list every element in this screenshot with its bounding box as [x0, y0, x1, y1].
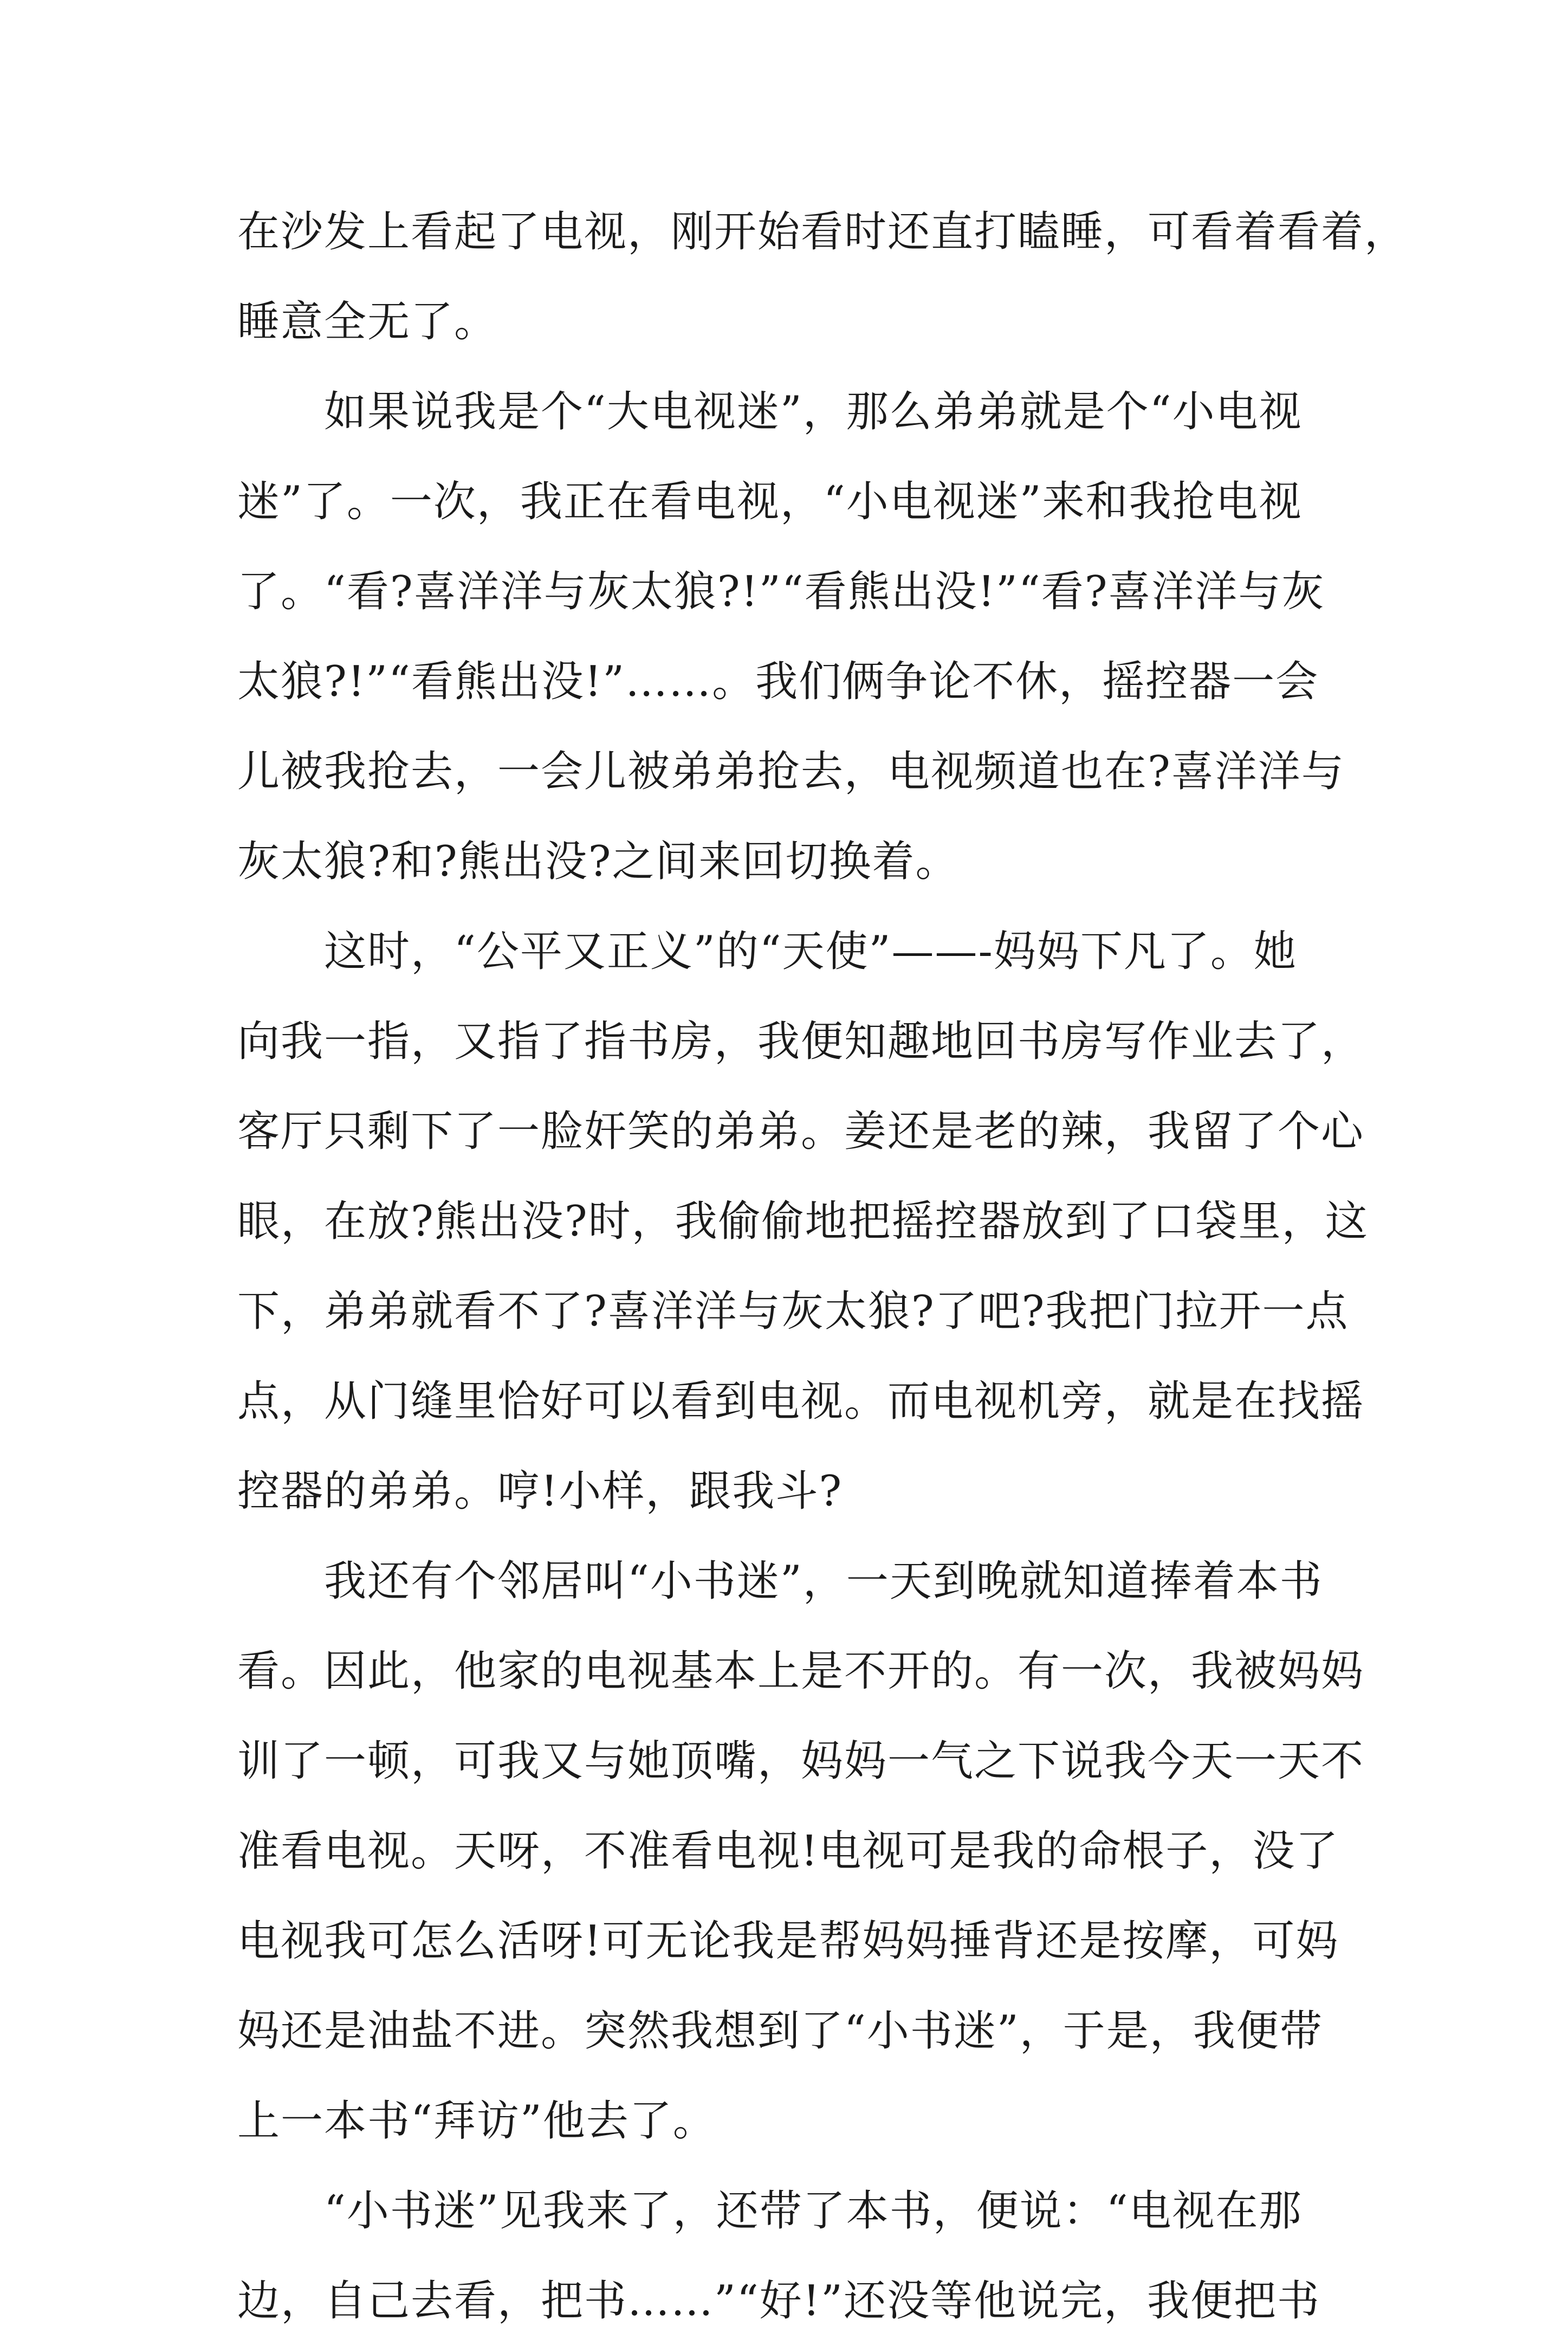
text-line: 向我一指，又指了指书房，我便知趣地回书房写作业去了，: [237, 1017, 1365, 1066]
text-line: 下，弟弟就看不了?喜洋洋与灰太狼?了吧?我把门拉开一点: [237, 1287, 1349, 1336]
text-line: 迷”了。一次，我正在看电视，“小电视迷”来和我抢电视: [237, 477, 1303, 526]
text-line: 儿被我抢去，一会儿被弟弟抢去，电视频道也在?喜洋洋与: [237, 747, 1345, 796]
text-line: 客厅只剩下了一脸奸笑的弟弟。姜还是老的辣，我留了个心: [237, 1107, 1365, 1156]
text-line: 电视我可怎么活呀!可无论我是帮妈妈捶背还是按摩，可妈: [237, 1917, 1339, 1966]
text-line: 在沙发上看起了电视，刚开始看时还直打瞌睡，可看着看着，: [237, 208, 1408, 256]
text-line: 看。因此，他家的电视基本上是不开的。有一次，我被妈妈: [237, 1647, 1365, 1696]
body-text: [237, 187, 1408, 2346]
text-line: 训了一顿，可我又与她顶嘴，妈妈一气之下说我今天一天不: [237, 1737, 1365, 1786]
text-line: 灰太狼?和?熊出没?之间来回切换着。: [237, 837, 959, 886]
text-line: 这时，“公平又正义”的“天使”——-妈妈下凡了。她: [324, 927, 1297, 976]
text-line: 控器的弟弟。哼!小样，跟我斗?: [237, 1467, 843, 1516]
text-line: “小书迷”见我来了，还带了本书，便说：“电视在那: [324, 2187, 1303, 2235]
text-line: 眼，在放?熊出没?时，我偷偷地把摇控器放到了口袋里，这: [237, 1197, 1369, 1246]
text-line: 点，从门缝里恰好可以看到电视。而电视机旁，就是在找摇: [237, 1377, 1365, 1426]
text-line: 了。“看?喜洋洋与灰太狼?!”“看熊出没!”“看?喜洋洋与灰: [237, 567, 1325, 616]
text-line: 太狼?!”“看熊出没!”……。我们俩争论不休，摇控器一会: [237, 657, 1319, 706]
text-line: 边，自己去看，把书……”“好!”还没等他说完，我便把书: [237, 2277, 1320, 2325]
text-line: 我还有个邻居叫“小书迷”，一天到晚就知道捧着本书: [324, 1557, 1323, 1606]
text-line: 睡意全无了。: [237, 298, 498, 346]
text-line: 如果说我是个“大电视迷”，那么弟弟就是个“小电视: [324, 387, 1303, 436]
text-line: 上一本书“拜访”他去了。: [237, 2097, 716, 2145]
text-line: 妈还是油盐不进。突然我想到了“小书迷”，于是，我便带: [237, 2007, 1323, 2056]
text-line: 准看电视。天呀，不准看电视!电视可是我的命根子，没了: [237, 1827, 1339, 1876]
